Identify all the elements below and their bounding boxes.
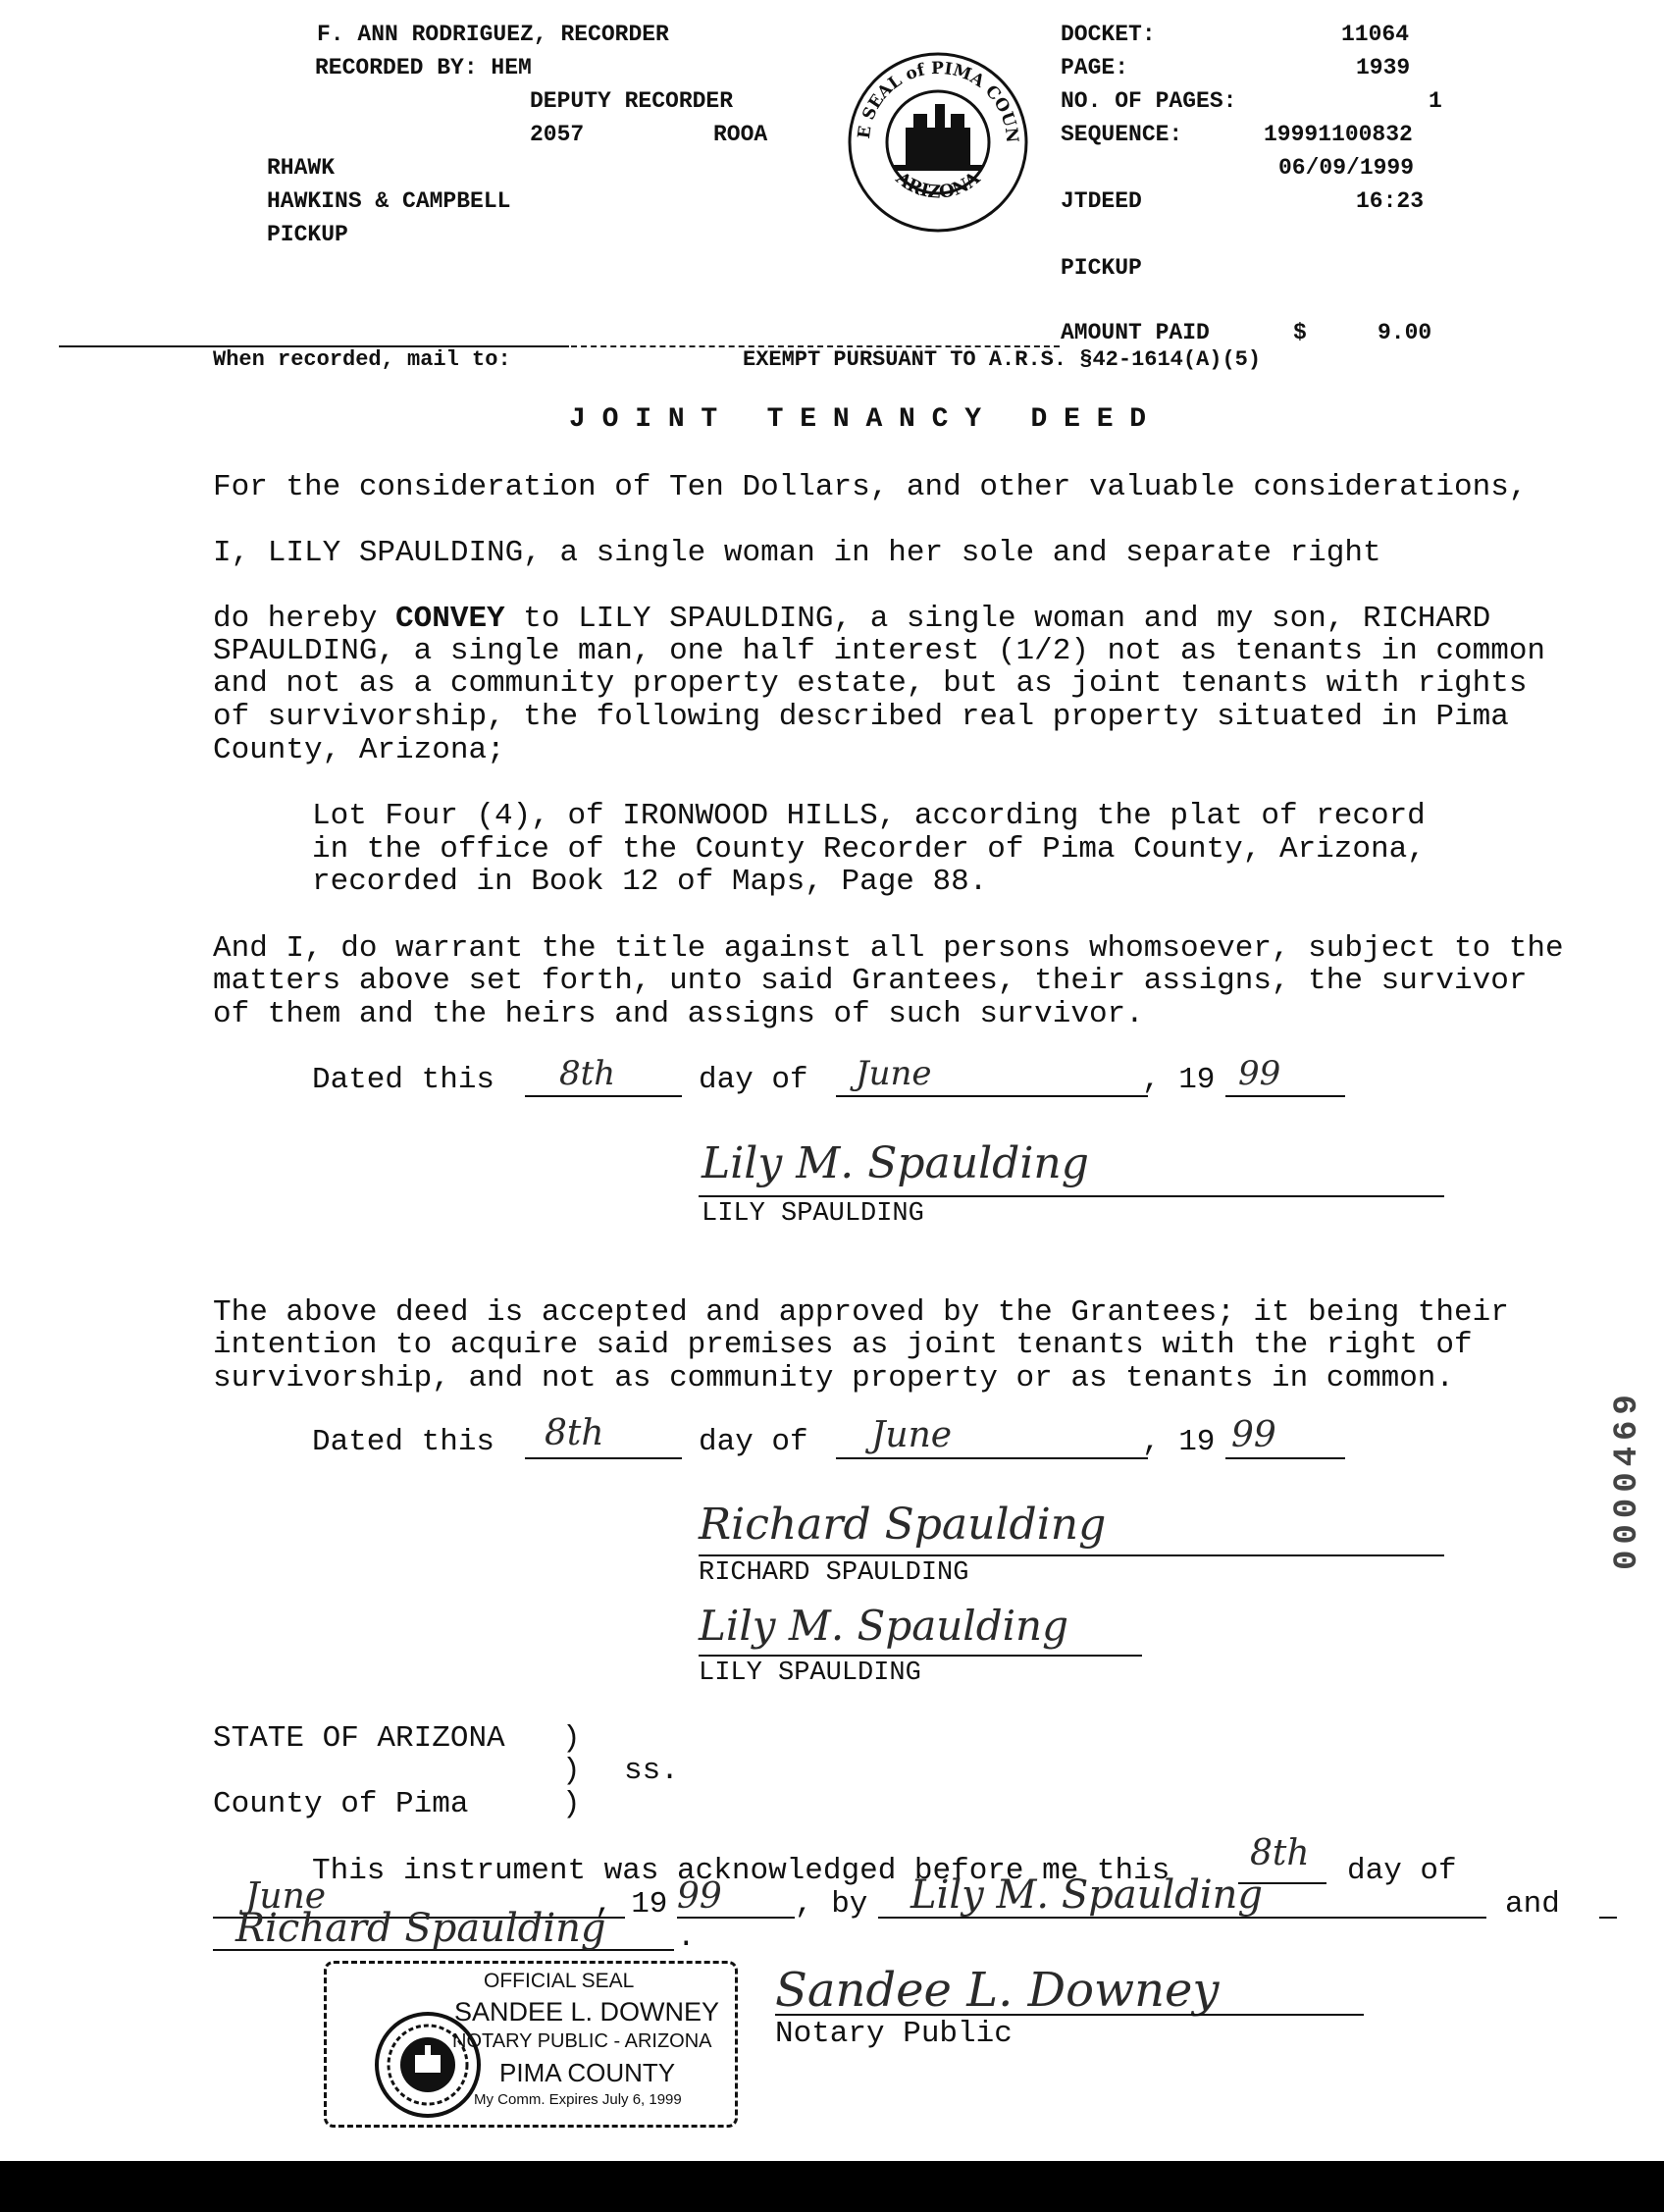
notary-signature: Sandee L. Downey bbox=[775, 1963, 1220, 2018]
dated1-month-line bbox=[836, 1095, 1148, 1097]
legal-line-1: Lot Four (4), of IRONWOOD HILLS, according the plat of record bbox=[312, 799, 1426, 833]
dated1-year: 99 bbox=[1238, 1054, 1281, 1093]
legal-line-3: recorded in Book 12 of Maps, Page 88. bbox=[312, 865, 988, 899]
docket-label: DOCKET: bbox=[1061, 22, 1156, 47]
richard-name: RICHARD SPAULDING bbox=[699, 1558, 969, 1588]
venue-paren-2: ) bbox=[562, 1754, 581, 1788]
convey-line-4: of survivorship, the following described real property situated in Pima bbox=[213, 700, 1509, 734]
dated1-prefix: Dated this bbox=[312, 1063, 495, 1097]
consideration-clause: For the consideration of Ten Dollars, and other valuable considerations, bbox=[213, 470, 1528, 504]
notary-seal-stamp bbox=[324, 1961, 738, 2128]
notary-seal-line-3: NOTARY PUBLIC - ARIZONA bbox=[452, 2030, 712, 2052]
warrant-line-3: of them and the heirs and assigns of such survivor. bbox=[213, 997, 1144, 1031]
recording-time: 16:23 bbox=[1356, 188, 1425, 214]
dated1-day-line bbox=[525, 1095, 682, 1097]
lily-name-1: LILY SPAULDING bbox=[702, 1199, 924, 1229]
venue-paren-1: ) bbox=[562, 1721, 581, 1756]
ack-day-of: day of bbox=[1347, 1854, 1457, 1888]
exempt-statement: EXEMPT PURSUANT TO A.R.S. §42-1614(A)(5) bbox=[743, 347, 1262, 372]
convey-line-1 bbox=[213, 603, 1490, 636]
warrant-line-1: And I, do warrant the title against all persons whomsoever, subject to the bbox=[213, 931, 1564, 966]
notary-public-label: Notary Public bbox=[775, 2017, 1013, 2051]
convey-post: to LILY SPAULDING, a single woman and my son, RICHARD bbox=[504, 602, 1491, 636]
convey-keyword: CONVEY bbox=[395, 602, 505, 636]
venue-state: STATE OF ARIZONA bbox=[213, 1721, 505, 1756]
recording-date: 06/09/1999 bbox=[1278, 155, 1415, 181]
lily-signature-2: Lily M. Spaulding bbox=[699, 1602, 1068, 1650]
dated2-year: 99 bbox=[1231, 1415, 1276, 1455]
ack-year: 99 bbox=[677, 1876, 722, 1917]
venue-paren-3: ) bbox=[562, 1787, 581, 1821]
dated2-mid: day of bbox=[699, 1425, 808, 1459]
accept-line-2: intention to acquire said premises as joint tenants with the right of bbox=[213, 1328, 1473, 1362]
pickup-right: PICKUP bbox=[1061, 255, 1142, 281]
scan-bottom-border bbox=[0, 2161, 1664, 2212]
ack-line-1: This instrument was acknowledged before me this bbox=[312, 1854, 1170, 1888]
notary-seal-line-5: My Comm. Expires July 6, 1999 bbox=[474, 2091, 682, 2108]
mail-to-label: When recorded, mail to: bbox=[213, 347, 511, 372]
party-pickup: PICKUP bbox=[267, 222, 348, 247]
sequence-label: SEQUENCE: bbox=[1061, 122, 1183, 147]
ack-day: 8th bbox=[1250, 1833, 1310, 1873]
ack-by: , by bbox=[795, 1887, 868, 1922]
ack-period: . bbox=[677, 1921, 696, 1955]
seal-bottom-text: ARIZONA bbox=[892, 168, 985, 203]
dated2-month-line bbox=[836, 1457, 1148, 1459]
ack-name2: Richard Spaulding bbox=[235, 1906, 606, 1951]
dated1-year-line bbox=[1225, 1095, 1345, 1097]
notary-signature-line bbox=[775, 2014, 1364, 2016]
notary-seal-line-2: SANDEE L. DOWNEY bbox=[454, 1997, 720, 2027]
party-code: RHAWK bbox=[267, 155, 336, 181]
ack-by-name: Lily M. Spaulding bbox=[910, 1872, 1264, 1918]
dated2-day: 8th bbox=[545, 1413, 604, 1453]
ack-year-line bbox=[677, 1917, 795, 1919]
convey-pre: do hereby bbox=[213, 602, 396, 636]
dated1-month: June bbox=[856, 1054, 932, 1093]
venue-ss: ss. bbox=[624, 1754, 679, 1788]
richard-signature: Richard Spaulding bbox=[699, 1500, 1107, 1550]
ack-year-prefix: , 19 bbox=[595, 1887, 668, 1922]
convey-line-5: County, Arizona; bbox=[213, 733, 505, 767]
grantor-clause: I, LILY SPAULDING, a single woman in her sole and separate right bbox=[213, 536, 1381, 570]
recorder-code-alpha: ROOA bbox=[713, 122, 768, 147]
notary-seal-line-4: PIMA COUNTY bbox=[499, 2058, 676, 2087]
dated2-month: June bbox=[871, 1415, 953, 1455]
venue-county: County of Pima bbox=[213, 1787, 469, 1821]
dated2-year-line bbox=[1225, 1457, 1345, 1459]
seal-top-text: E SEAL of PIMA COUN bbox=[855, 58, 1022, 144]
pages-value: 1 bbox=[1429, 88, 1442, 114]
deputy-recorder: DEPUTY RECORDER bbox=[530, 88, 734, 114]
recorder-name: F. ANN RODRIGUEZ, RECORDER bbox=[317, 22, 669, 47]
dated2-prefix: Dated this bbox=[312, 1425, 495, 1459]
convey-line-2: SPAULDING, a single man, one half interest (1/2) not as tenants in common bbox=[213, 634, 1546, 668]
notary-seal-emblem bbox=[337, 1993, 444, 2101]
accept-line-1: The above deed is accepted and approved by the Grantees; it being their bbox=[213, 1295, 1509, 1330]
legal-line-2: in the office of the County Recorder of Pima County, Arizona, bbox=[312, 832, 1426, 867]
dated2-year-prefix: , 19 bbox=[1142, 1425, 1216, 1459]
page-value: 1939 bbox=[1356, 55, 1411, 80]
ack-and: and bbox=[1505, 1887, 1560, 1922]
deed-title: J O I N T T E N A N C Y D E E D bbox=[569, 404, 1147, 435]
lily-name-2: LILY SPAULDING bbox=[699, 1659, 921, 1688]
page-label: PAGE: bbox=[1061, 55, 1129, 80]
amount-value: 9.00 bbox=[1378, 320, 1432, 345]
county-seal bbox=[826, 31, 1022, 218]
dated1-mid: day of bbox=[699, 1063, 808, 1097]
ack-and-line bbox=[1599, 1917, 1617, 1919]
recorder-code-number: 2057 bbox=[530, 122, 585, 147]
margin-sequence-stamp: 0000469 bbox=[1609, 1389, 1646, 1570]
sequence-value: 19991100832 bbox=[1264, 122, 1413, 147]
lily-signature-1: Lily M. Spaulding bbox=[702, 1138, 1089, 1188]
dated1-year-prefix: , 19 bbox=[1142, 1063, 1216, 1097]
document-type: JTDEED bbox=[1061, 188, 1142, 214]
amount-currency: $ bbox=[1293, 320, 1307, 345]
amount-label: AMOUNT PAID bbox=[1061, 320, 1210, 345]
warrant-line-2: matters above set forth, unto said Grantees, their assigns, the survivor bbox=[213, 964, 1528, 998]
docket-value: 11064 bbox=[1341, 22, 1410, 47]
dated2-day-line bbox=[525, 1457, 682, 1459]
notary-seal-line-1: OFFICIAL SEAL bbox=[484, 1970, 635, 1992]
ack-month: June bbox=[245, 1876, 327, 1917]
convey-line-3: and not as a community property estate, but as joint tenants with rights bbox=[213, 666, 1528, 701]
accept-line-3: survivorship, and not as community property or as tenants in common. bbox=[213, 1361, 1455, 1396]
party-firm: HAWKINS & CAMPBELL bbox=[267, 188, 511, 214]
recorded-by: RECORDED BY: HEM bbox=[315, 55, 532, 80]
pages-label: NO. OF PAGES: bbox=[1061, 88, 1237, 114]
dated1-day: 8th bbox=[559, 1054, 616, 1093]
